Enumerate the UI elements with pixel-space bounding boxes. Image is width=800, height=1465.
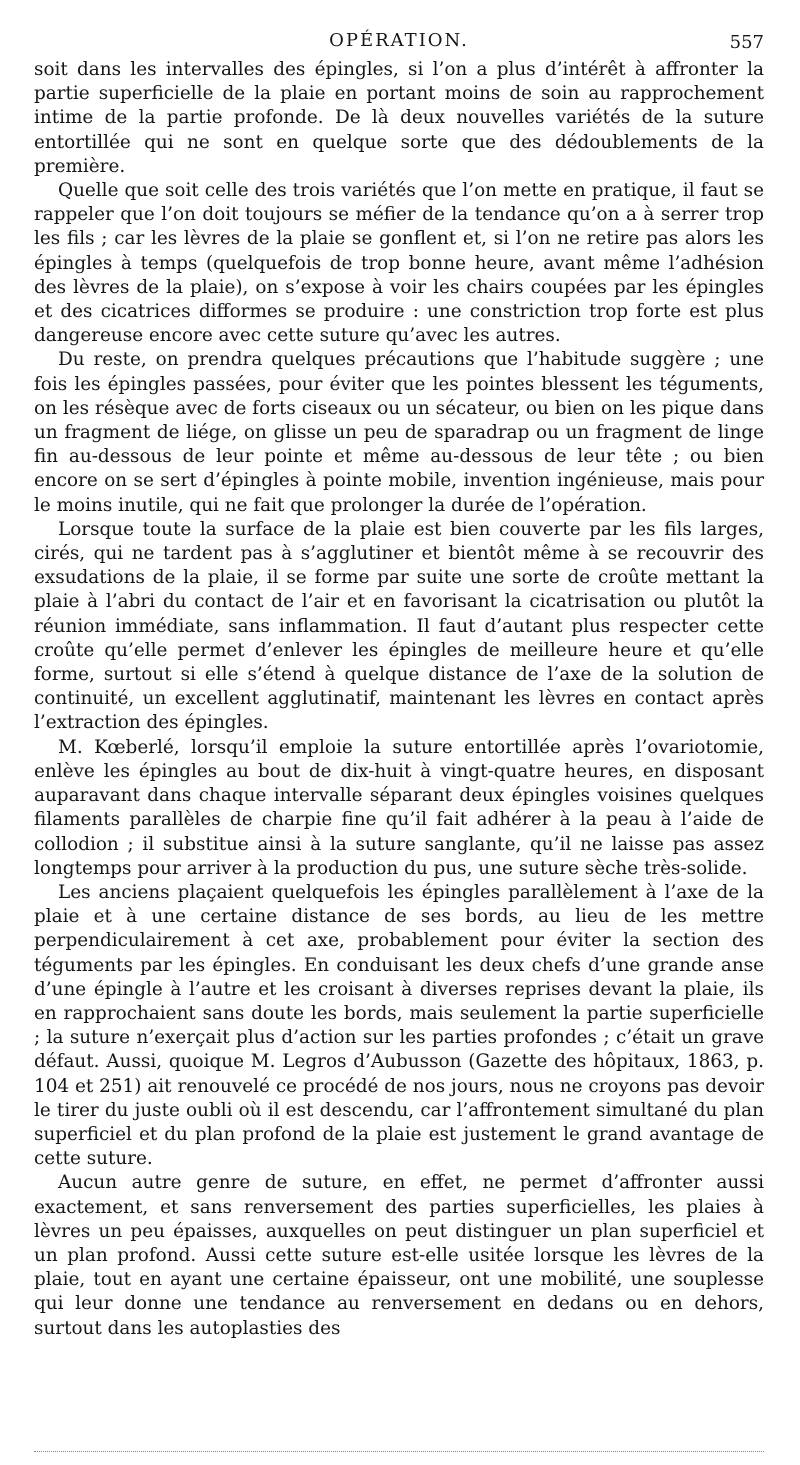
paragraph: Les anciens plaçaient quelquefois les épingles parallèlement à l’axe de la plaie et à une certaine distance de ses bords, au lieu de les mettre perpendiculairement à cet axe, probablement pour éviter la section des téguments par les épingles. En conduisant les deux chefs d’une grande anse d’une épingle à l’autre et les croisant à diverses reprises devant la plaie, ils en rapprochaient sans doute les bords, mais seulement la partie superficielle ; la suture n’exerçait plus d’action sur les parties profondes ; c’était un grave défaut. Aussi, quoique M. Legros d’Aubusson (Gazette des hôpitaux, 1863, p. 104 et 251) ait renouvelé ce procédé de nos jours, nous ne croyons pas devoir le tirer du juste oubli où il est descendu, car l’affrontement simultané du plan superficiel et du plan profond de la plaie est justement le grand avantage de cette suture. [34,881,764,1170]
bottom-dotted-rule [34,1451,764,1452]
page-number: 557 [729,32,764,53]
running-head [34,26,764,58]
paragraph-continuation: soit dans les intervalles des épingles, si l’on a plus d’intérêt à affronter la partie superficielle de la plaie en portant moins de soin au rapprochement intime de la partie profonde. De là deux nouvelles variétés de la suture entortillée qui ne sont en quelque sorte que des dédoublements de la première. [34,59,764,177]
paragraph: Lorsque toute la surface de la plaie est bien couverte par les fils larges, cirés, qui ne tardent pas à s’agglutiner et bientôt même à se recouvrir des exsudations de la plaie, il se forme par suite une sorte de croûte mettant la plaie à l’abri du contact de l’air et en favorisant la cicatrisation ou plutôt la réunion immédiate, sans inflammation. Il faut d’autant plus respecter cette croûte qu’elle permet d’enlever les épingles de meilleure heure et qu’elle forme, surtout si elle s’étend à quelque distance de l’axe de la solution de continuité, un excellent agglutinatif, maintenant les lèvres en contact après l’extraction des épingles. [34,518,764,734]
body-text [34,58,764,1341]
paragraph: Quelle que soit celle des trois variétés que l’on mette en pratique, il faut se rappeler que l’on doit toujours se méfier de la tendance qu’on a à serrer trop les fils ; car les lèvres de la plaie se gonflent et, si l’on ne retire pas alors les épingles à temps (quelquefois de trop bonne heure, avant même l’adhésion des lèvres de la plaie), on s’expose à voir les chairs coupées par les épingles et des cicatrices difformes se produire : une constriction trop forte est plus dangereuse encore avec cette suture qu’avec les autres. [34,180,764,347]
running-title: OPÉRATION. [329,30,469,51]
paragraph: M. Kœberlé, lorsqu’il emploie la suture entortillée après l’ovariotomie, enlève les épingles au bout de dix-huit à vingt-quatre heures, en disposant auparavant dans chaque intervalle séparant deux épingles voisines quelques filaments parallèles de charpie fine qu’il fait adhérer à la peau à l’aide de collodion ; il substitue ainsi à la suture sanglante, qu’il ne laisse pas assez longtemps pour arriver à la production du pus, une suture sèche très-solide. [34,736,764,879]
book-page [34,26,764,1341]
paragraph: Du reste, on prendra quelques précautions que l’habitude suggère ; une fois les épingles passées, pour éviter que les pointes blessent les téguments, on les résèque avec de forts ciseaux ou un sécateur, ou bien on les pique dans un fragment de liége, on glisse un peu de sparadrap ou un fragment de linge fin au-dessous de leur pointe et même au-dessous de leur tête ; ou bien encore on se sert d’épingles à pointe mobile, invention ingénieuse, mais pour le moins inutile, qui ne fait que prolonger la durée de l’opération. [34,349,764,516]
paragraph: Aucun autre genre de suture, en effet, ne permet d’affronter aussi exactement, et sans renversement des parties superficielles, les plaies à lèvres un peu épaisses, auxquelles on peut distinguer un plan superficiel et un plan profond. Aussi cette suture est-elle usitée lorsque les lèvres de la plaie, tout en ayant une certaine épaisseur, ont une mobilité, une souplesse qui leur donne une tendance au renversement en dedans ou en dehors, surtout dans les autoplasties des [34,1172,764,1339]
